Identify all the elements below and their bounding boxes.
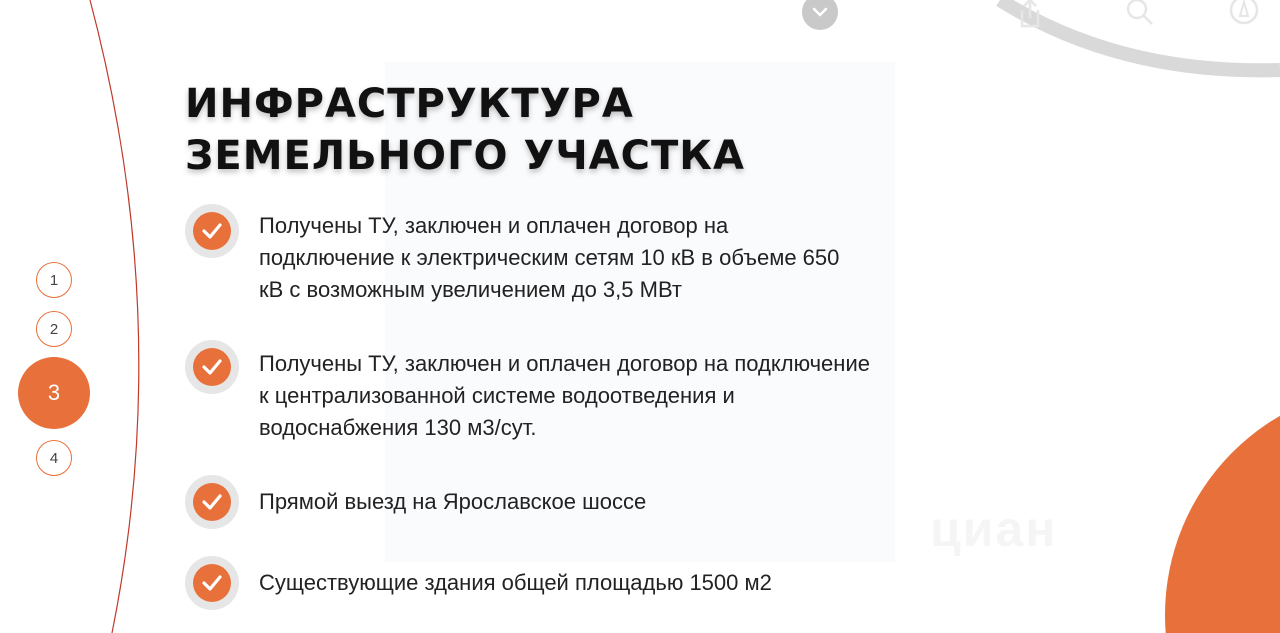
- list-item-line: Получены ТУ, заключен и оплачен договор на: [259, 213, 729, 238]
- share-icon[interactable]: [1012, 0, 1048, 32]
- search-icon[interactable]: [1122, 0, 1158, 32]
- page-2-button[interactable]: 2: [36, 311, 72, 347]
- list-item-text: [259, 348, 870, 444]
- list-item-line: Существующие здания общей площадью 1500 м2: [259, 570, 772, 595]
- title-line-1: ИНФРАСТРУКТУРА: [185, 81, 634, 127]
- left-arc-decoration: [0, 0, 200, 633]
- list-item-text: [259, 567, 772, 599]
- list-item-line: кВ с возможным увеличением до 3,5 МВт: [259, 277, 682, 302]
- list-item-line: Получены ТУ, заключен и оплачен договор на подключение: [259, 351, 870, 376]
- check-badge: [185, 556, 239, 610]
- check-badge: [185, 475, 239, 529]
- list-item-text: [259, 210, 839, 306]
- list-item-line: водоснабжения 130 м3/сут.: [259, 415, 537, 440]
- check-icon: [201, 574, 223, 592]
- title-line-2: ЗЕМЕЛЬНОГО УЧАСТКА: [185, 133, 745, 179]
- watermark-logo: циан: [930, 501, 1058, 557]
- page-4-button[interactable]: 4: [36, 440, 72, 476]
- list-item-line: подключение к электрическим сетям 10 кВ в объеме 650: [259, 245, 840, 270]
- check-icon: [201, 222, 223, 240]
- list-item-text: [259, 486, 646, 518]
- chevron-down-icon: [811, 6, 829, 18]
- compass-icon[interactable]: [1226, 0, 1262, 32]
- page-title: [185, 78, 745, 182]
- check-icon: [201, 493, 223, 511]
- check-badge: [185, 340, 239, 394]
- check-icon: [201, 358, 223, 376]
- page-3-button-active[interactable]: 3: [18, 357, 90, 429]
- list-item-line: к централизованной системе водоотведения и: [259, 383, 735, 408]
- list-item-line: Прямой выезд на Ярославское шоссе: [259, 489, 647, 514]
- check-badge: [185, 204, 239, 258]
- page-1-button[interactable]: 1: [36, 262, 72, 298]
